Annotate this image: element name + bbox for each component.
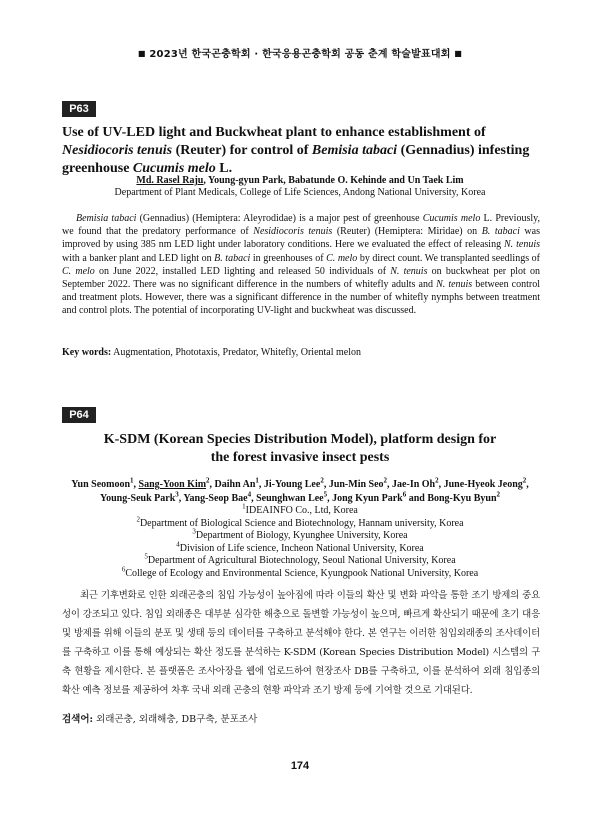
author-superscript: 2 [522, 476, 527, 485]
author-name: Young-Seuk Park [99, 492, 176, 504]
author-name: Yang-Seop Bae [183, 492, 248, 504]
author-superscript: 1 [255, 476, 259, 485]
p64-authors [62, 478, 538, 505]
p63-abstract-segment: B. tabaci [214, 252, 251, 264]
p63-abstract-segment: (Gennadius) (Hemiptera: Aleyrodidae) is a major pest of greenhouse [136, 213, 423, 224]
p63-title-segment: Use of UV-LED light and Buckwheat plant to enhance establishment of [62, 125, 486, 140]
author-superscript: 5 [323, 490, 328, 499]
author-name: Seunghwan Lee [256, 492, 324, 504]
p63-abstract-segment: Bemisia tabaci [76, 213, 137, 224]
p63-title-segment: Bemisia tabaci [311, 143, 398, 158]
p63-abstract-segment: B. tabaci [481, 226, 520, 238]
author-name: Daihn An [214, 479, 256, 490]
p63-keywords-label: Key words: [62, 347, 112, 358]
p63-abstract-body [62, 213, 540, 316]
p63-title-segment: (Reuter) for control of [172, 143, 312, 158]
author-superscript: 2 [320, 476, 324, 485]
author-superscript: 2 [496, 490, 501, 499]
affiliation-line: $^6$College of Ecology and Environmental Science, Kyungpook National University, Korea [121, 565, 479, 579]
author-superscript: 2 [206, 476, 210, 485]
p64-keywords [62, 711, 540, 725]
p63-abstract-segment: in greenhouses of [250, 252, 327, 264]
affiliation-line: $^2$Department of Biological Science and Biotechnology, Hannam university, Korea [136, 515, 464, 529]
p64-title [62, 431, 538, 467]
p63-abstract-segment: on June 2022, installed LED lighting and released 50 individuals of [94, 265, 391, 277]
author-superscript: 1 [130, 476, 134, 485]
author-name: Jun-Min Seo [328, 479, 384, 490]
p64-authors-line2: Young-Seuk Park$^3$, Yang-Seop Bae$^4$, Seunghwan Lee$^5$, Jong Kyun Park$^6$ and Bong-Kyu Byun$^2$ [99, 490, 501, 504]
p63-title [62, 124, 542, 178]
author-name: Jong Kyun Park [332, 492, 403, 504]
p64-title-line2: the forest invasive insect pests [210, 450, 390, 465]
p64-affiliations [62, 502, 538, 581]
affiliation-line: $^3$Department of Biology, Kyunghee University, Korea [192, 527, 408, 542]
conference-header [0, 45, 600, 60]
p63-abstract-segment: Nesidiocoris tenuis [253, 226, 333, 238]
author-superscript: 2 [383, 476, 388, 485]
author-name: Yun Seomoon [71, 479, 131, 490]
p63-badge: P63 [62, 101, 96, 117]
p63-abstract-segment: N. tenuis [390, 265, 428, 277]
p63-keywords [62, 347, 540, 358]
p63-abstract-segment: N. tenuis [504, 239, 541, 251]
page-number: 174 [290, 760, 310, 772]
p63-abstract-segment: by direct count. We transplanted seedlings of [357, 252, 540, 264]
header-marker-left: ■ [137, 49, 146, 58]
p63-title-segment: L. [215, 161, 233, 176]
p63-abstract-segment: (Reuter) (Hemiptera: Miridae) on [332, 226, 482, 238]
p64-keywords-text: 외래곤충, 외래해충, DB구축, 분포조사 [93, 714, 258, 725]
author-superscript: 2 [435, 476, 439, 485]
p64-abstract-body: 최근 기후변화로 인한 외래곤충의 침입 가능성이 높아짐에 따라 이들의 확산 및 변화 파악을 통한 조기 방제의 중요성이 강조되고 있다. 침입 외래종은 대부분 심각한 해충으로 돌변할 가능성이 높으며, 빠르게 확산되기 때문에 초기 대응 및 방제를 위해 이들의 분포 및 생태 등의 데이터를 구축하고 분석해야 한다. 본 연구는 이러한 침입외래종의 조사데이터를 구축하고 이를 통해 예상되는 확산 정도를 분석하는 K-SDM (Korean Species Distribution Model) 시스템의 구축 현황을 제시한다. 본 플랫폼은 조사아장을 웹에 업로드하여 현장조사 DB를 구축하고, 이를 분석하여 외래 침입종의 확산 예측 정보를 제공하여 차후 국내 외래 곤충의 현황 파악과 조기 방제 등에 기여할 것으로 기대된다. [62, 590, 540, 696]
p63-abstract-segment: Cucumis melo [422, 213, 481, 224]
author-name: Jae-In Oh [392, 479, 436, 490]
author-name: Bong-Kyu Byun [427, 492, 497, 504]
author-superscript: 6 [402, 490, 407, 499]
p64-title-line1: K-SDM (Korean Species Distribution Model), platform design for [103, 432, 497, 447]
p64-abstract [62, 587, 540, 700]
p63-presenter: Md. Rasel Raju [136, 175, 204, 186]
p63-abstract-segment: with a banker plant and LED light on [62, 252, 215, 264]
author-name: Sang-Yoon Kim [138, 479, 207, 490]
p63-abstract-segment: on buckwheat per plot on September 2022. There was no significant difference in the numbers of whitefly adults and [62, 265, 541, 291]
p63-abstract-segment: between control and treatment plots. However, there was a significant difference in the number of whitefly nymphs between treatment and control plots. The potential of incorporating UV-light and buckwheat was discussed. [62, 279, 541, 317]
p63-abstract-segment: C. melo [326, 252, 358, 264]
author-name: June-Hyeok Jeong [443, 479, 523, 490]
p63-abstract-segment: C. melo [62, 265, 95, 277]
p63-keywords-text: Augmentation, Phototaxis, Predator, Whitefly, Oriental melon [111, 347, 362, 358]
p64-badge: P64 [62, 407, 96, 423]
p63-abstract-segment: was improved by using 385 nm LED light under laboratory conditions. Here we evaluated the effect of releasing [62, 226, 540, 251]
p64-authors-line1: Yun Seomoon$^1$, Sang-Yoon Kim$^2$, Daihn An$^1$, Ji-Young Lee$^2$, Jun-Min Seo$^2$, Jae-In Oh$^2$, June-Hyeok Jeong$^2$, [71, 476, 529, 490]
author-superscript: 3 [175, 490, 179, 499]
p63-abstract [62, 212, 540, 318]
p63-title-segment: Cucumis melo [132, 161, 216, 176]
p63-title-segment: (Gennadius) infesting greenhouse [62, 143, 530, 176]
p63-abstract-segment: N. tenuis [436, 279, 473, 291]
p63-coauthors: , Young-gyun Park, Babatunde O. Kehinde and Un Taek Lim [203, 175, 464, 186]
affiliation-line: $^4$Division of Life science, Incheon National University, Korea [176, 540, 424, 554]
affiliation-line: $^1$IDEAINFO Co., Ltd, Korea [242, 502, 358, 516]
p64-keywords-label: 검색어: [62, 714, 94, 725]
p63-title-segment: Nesidiocoris tenuis [62, 143, 173, 158]
p63-abstract-segment: L. Previously, we found that the predatory performance of [62, 213, 540, 238]
header-marker-right: ■ [454, 49, 463, 58]
affiliation-line: $^5$Department of Agricultural Biotechnology, Seoul National University, Korea [144, 553, 456, 567]
author-name: Ji-Young Lee [263, 479, 321, 490]
p63-authors [62, 174, 538, 188]
p63-affiliation: Department of Plant Medicals, College of Life Sciences, Andong National University, Korea [114, 187, 486, 198]
header-text: 2023년 한국곤충학회 · 한국응용곤충학회 공동 춘계 학술발표대회 [149, 49, 451, 60]
author-superscript: 4 [247, 490, 252, 499]
